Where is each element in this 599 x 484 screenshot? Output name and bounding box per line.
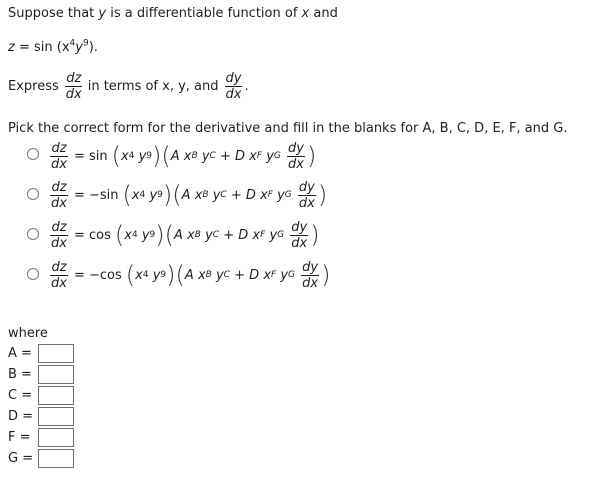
blank-a-row: A = <box>8 343 74 363</box>
blank-c-row: C = <box>8 385 74 405</box>
blank-d-row: D = <box>8 406 74 426</box>
option-2-radio[interactable] <box>27 188 39 200</box>
blank-a-input[interactable] <box>38 344 74 363</box>
dy-dx-fraction: $\frac{dy}{dx}$ <box>225 71 242 102</box>
blank-f-input[interactable] <box>38 428 74 447</box>
given-function: $z = \sin (x^4y^9)$. <box>8 38 98 55</box>
blank-b-row: B = <box>8 364 74 384</box>
option-1-radio[interactable] <box>27 148 39 160</box>
option-4-formula: $\frac{dz}{dx}$ = −cos ( x 4 y 9 ) ( A x B y C + D x F y G $\frac{dy}{dx}$ ) <box>51 259 331 291</box>
dz-dx-fraction: $\frac{dz}{dx}$ <box>65 71 82 102</box>
blank-g-row: G = <box>8 448 74 468</box>
blank-d-input[interactable] <box>38 407 74 426</box>
option-3-radio[interactable] <box>27 228 39 240</box>
express-statement: Express $\frac{dz}{dx}$ in terms of x, y, and $\frac{dy}{dx}$ . <box>8 71 249 102</box>
option-1-formula: $\frac{dz}{dx}$ = sin ( x 4 y 9 ) ( A x B y C + D x F y G $\frac{dy}{dx}$ ) <box>51 140 317 172</box>
blank-c-input[interactable] <box>38 386 74 405</box>
option-3-formula: $\frac{dz}{dx}$ = cos ( x 4 y 9 ) ( A x B y C + D x F y G $\frac{dy}{dx}$ ) <box>51 219 320 251</box>
blank-f-row: F = <box>8 427 74 447</box>
instruction-text: Pick the correct form for the derivative and fill in the blanks for A, B, C, D, E, F, and G. <box>8 121 568 136</box>
blank-b-input[interactable] <box>38 365 74 384</box>
problem-intro: Suppose that y is a differentiable function of x and <box>8 6 338 21</box>
option-4-radio[interactable] <box>27 268 39 280</box>
blank-g-input[interactable] <box>38 449 74 468</box>
option-2-formula: $\frac{dz}{dx}$ = −sin ( x 4 y 9 ) ( A x B y C + D x F y G $\frac{dy}{dx}$ ) <box>51 179 328 211</box>
where-label: where <box>8 326 48 341</box>
